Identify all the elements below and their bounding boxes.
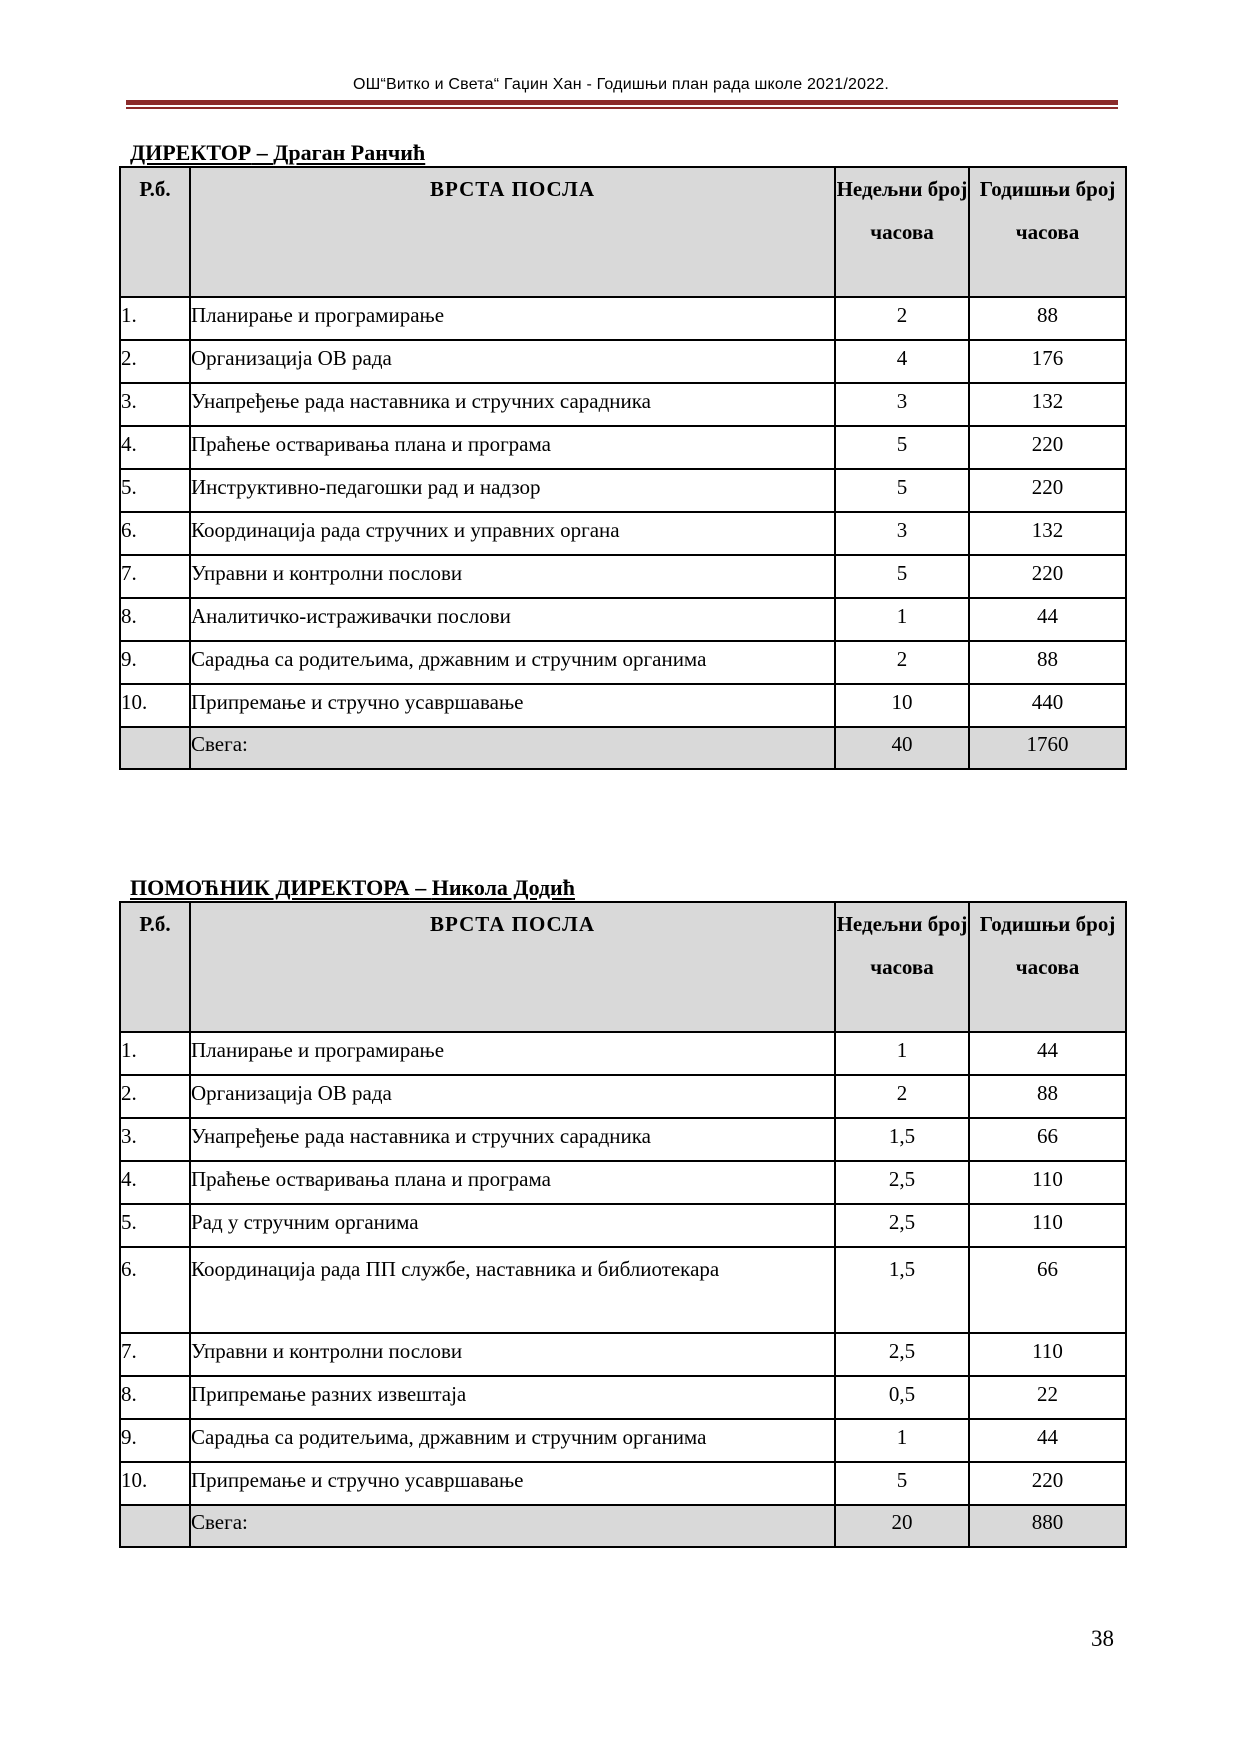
row-type: Сарадња са родитељима, државним и стручним органима [190, 1419, 835, 1462]
row-type: Рад у стручним органима [190, 1204, 835, 1247]
row-type: Управни и контролни послови [190, 555, 835, 598]
table-row [120, 426, 1126, 469]
total-annual: 880 [969, 1505, 1126, 1547]
title-separator: – [409, 875, 432, 900]
director-role: ДИРЕКТОР [130, 140, 252, 165]
total-annual: 1760 [969, 727, 1126, 769]
total-weekly: 40 [835, 727, 969, 769]
row-number: 5. [120, 1204, 190, 1247]
table-row [120, 1419, 1126, 1462]
row-weekly: 2 [835, 1075, 969, 1118]
column-header-type: ВРСТА ПОСЛА [190, 167, 835, 297]
table-header-row [120, 902, 1126, 1032]
row-number: 4. [120, 1161, 190, 1204]
table-row [120, 1032, 1126, 1075]
row-annual: 88 [969, 641, 1126, 684]
row-weekly: 4 [835, 340, 969, 383]
total-empty-cell [120, 727, 190, 769]
row-weekly: 1 [835, 1032, 969, 1075]
row-weekly: 1 [835, 598, 969, 641]
table-row [120, 297, 1126, 340]
table-row [120, 555, 1126, 598]
title-separator: – [251, 140, 274, 165]
table-row [120, 1247, 1126, 1333]
row-type: Организација ОВ рада [190, 1075, 835, 1118]
row-annual: 110 [969, 1204, 1126, 1247]
header-rule [126, 100, 1118, 105]
row-number: 10. [120, 1462, 190, 1505]
table-row [120, 512, 1126, 555]
row-weekly: 2,5 [835, 1204, 969, 1247]
row-annual: 110 [969, 1333, 1126, 1376]
row-annual: 110 [969, 1161, 1126, 1204]
row-number: 8. [120, 598, 190, 641]
row-weekly: 2,5 [835, 1161, 969, 1204]
assistant-section-title [130, 875, 575, 901]
row-annual: 66 [969, 1118, 1126, 1161]
assistant-name: Никола Додић [431, 875, 575, 900]
column-header-rb: Р.б. [120, 902, 190, 1032]
row-type: Планирање и програмирање [190, 297, 835, 340]
row-annual: 220 [969, 469, 1126, 512]
director-table [119, 166, 1127, 770]
row-number: 1. [120, 1032, 190, 1075]
row-annual: 220 [969, 555, 1126, 598]
total-label: Свега: [190, 727, 835, 769]
table-row [120, 684, 1126, 727]
row-annual: 44 [969, 1419, 1126, 1462]
total-row [120, 727, 1126, 769]
row-type: Праћење остваривања плана и програма [190, 1161, 835, 1204]
row-annual: 88 [969, 297, 1126, 340]
director-name: Драган Ранчић [273, 140, 426, 165]
row-number: 10. [120, 684, 190, 727]
row-type: Унапређење рада наставника и стручних сарадника [190, 383, 835, 426]
column-header-weekly: Недељни број часова [835, 167, 969, 297]
row-number: 8. [120, 1376, 190, 1419]
column-header-type: ВРСТА ПОСЛА [190, 902, 835, 1032]
row-weekly: 2,5 [835, 1333, 969, 1376]
total-label: Свега: [190, 1505, 835, 1547]
row-type: Унапређење рада наставника и стручних сарадника [190, 1118, 835, 1161]
column-header-weekly: Недељни број часова [835, 902, 969, 1032]
row-weekly: 1,5 [835, 1247, 969, 1333]
row-weekly: 3 [835, 512, 969, 555]
row-weekly: 2 [835, 641, 969, 684]
row-number: 6. [120, 512, 190, 555]
table-row [120, 1462, 1126, 1505]
row-annual: 220 [969, 426, 1126, 469]
row-annual: 44 [969, 1032, 1126, 1075]
row-annual: 22 [969, 1376, 1126, 1419]
assistant-table [119, 901, 1127, 1548]
row-annual: 132 [969, 512, 1126, 555]
row-annual: 132 [969, 383, 1126, 426]
row-weekly: 2 [835, 297, 969, 340]
row-weekly: 10 [835, 684, 969, 727]
row-number: 3. [120, 383, 190, 426]
row-type: Координација рада ПП службе, наставника и библиотекара [190, 1247, 835, 1333]
table-row [120, 1333, 1126, 1376]
row-weekly: 5 [835, 426, 969, 469]
table-row [120, 1075, 1126, 1118]
row-annual: 220 [969, 1462, 1126, 1505]
row-weekly: 0,5 [835, 1376, 969, 1419]
page-header: ОШ“Витко и Света“ Гаџин Хан - Годишњи план рада школе 2021/2022. [352, 76, 890, 93]
total-weekly: 20 [835, 1505, 969, 1547]
table-row [120, 1161, 1126, 1204]
table-row [120, 1118, 1126, 1161]
table-row [120, 469, 1126, 512]
row-number: 9. [120, 641, 190, 684]
assistant-role: ПОМОЋНИК ДИРЕКТОРА [130, 875, 410, 900]
row-number: 2. [120, 340, 190, 383]
table-row [120, 598, 1126, 641]
row-weekly: 1 [835, 1419, 969, 1462]
row-type: Аналитичко-истраживачки послови [190, 598, 835, 641]
row-type: Организација ОВ рада [190, 340, 835, 383]
table-row [120, 1376, 1126, 1419]
row-number: 7. [120, 555, 190, 598]
row-weekly: 5 [835, 555, 969, 598]
table-row [120, 1204, 1126, 1247]
row-annual: 66 [969, 1247, 1126, 1333]
row-number: 9. [120, 1419, 190, 1462]
row-number: 2. [120, 1075, 190, 1118]
row-annual: 88 [969, 1075, 1126, 1118]
page-number: 38 [1091, 1626, 1114, 1651]
row-number: 7. [120, 1333, 190, 1376]
row-number: 1. [120, 297, 190, 340]
row-type: Инструктивно-педагошки рад и надзор [190, 469, 835, 512]
table-row [120, 340, 1126, 383]
director-section-title [130, 140, 425, 166]
row-type: Управни и контролни послови [190, 1333, 835, 1376]
row-number: 3. [120, 1118, 190, 1161]
column-header-rb: Р.б. [120, 167, 190, 297]
row-number: 5. [120, 469, 190, 512]
table-header-row [120, 167, 1126, 297]
row-type: Праћење остваривања плана и програма [190, 426, 835, 469]
row-number: 4. [120, 426, 190, 469]
table-row [120, 383, 1126, 426]
row-annual: 440 [969, 684, 1126, 727]
row-weekly: 3 [835, 383, 969, 426]
row-type: Планирање и програмирање [190, 1032, 835, 1075]
column-header-annual: Годишњи број часова [969, 902, 1126, 1032]
row-number: 6. [120, 1247, 190, 1333]
row-annual: 176 [969, 340, 1126, 383]
row-type: Припремање и стручно усавршавање [190, 1462, 835, 1505]
header-rule-thin [126, 107, 1118, 109]
total-empty-cell [120, 1505, 190, 1547]
row-type: Припремање разних извештаја [190, 1376, 835, 1419]
column-header-annual: Годишњи број часова [969, 167, 1126, 297]
row-weekly: 5 [835, 469, 969, 512]
total-row [120, 1505, 1126, 1547]
row-type: Припремање и стручно усавршавање [190, 684, 835, 727]
row-weekly: 5 [835, 1462, 969, 1505]
row-type: Координација рада стручних и управних органа [190, 512, 835, 555]
table-row [120, 641, 1126, 684]
row-annual: 44 [969, 598, 1126, 641]
row-weekly: 1,5 [835, 1118, 969, 1161]
row-type: Сарадња са родитељима, државним и стручним органима [190, 641, 835, 684]
